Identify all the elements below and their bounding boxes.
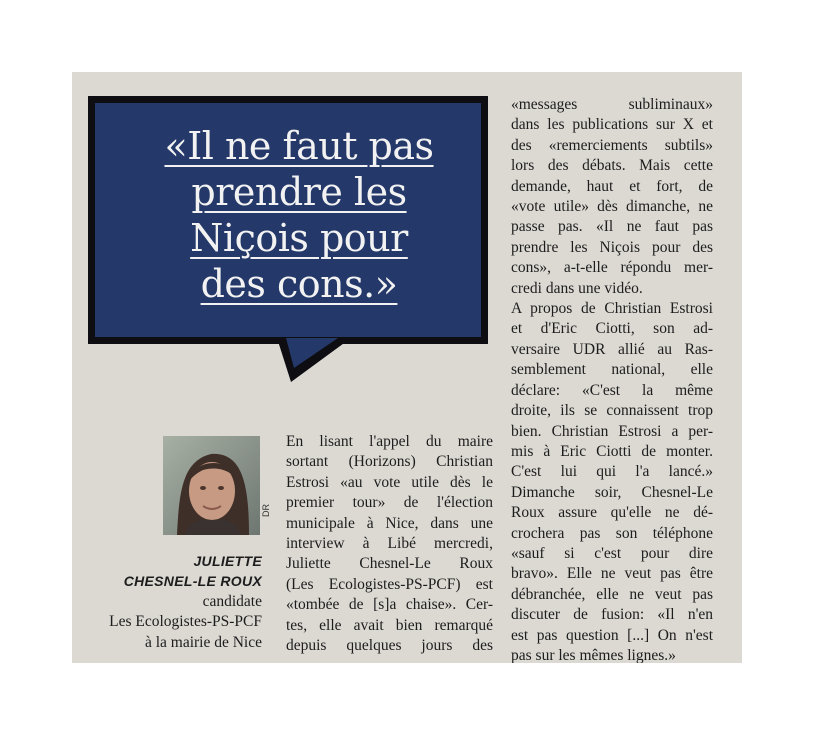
article-line: semblement national, elle <box>511 361 713 379</box>
article-line: Roux assure qu'elle ne dé- <box>511 504 713 522</box>
byline-name-first: JULIETTE <box>193 553 262 569</box>
article-line: interview à Libé mercredi, <box>286 535 493 553</box>
article-line: débranchée, elle ne veut pas <box>511 585 713 603</box>
byline-name-last: CHESNEL-LE ROUX <box>123 573 262 590</box>
article-line: dans les publications sur X et <box>511 116 713 134</box>
photo-credit: DR <box>261 504 271 517</box>
article-line: des «remerciements subtils» <box>511 136 713 154</box>
article-line: bien. Christian Estrosi a per- <box>511 422 713 440</box>
portrait-photo <box>163 436 260 535</box>
article-line: «vote utile» dès dimanche, ne <box>511 198 713 216</box>
byline-role: candidate <box>202 592 262 610</box>
article-line: «sauf si c'est pour dire <box>511 544 713 562</box>
pull-quote <box>129 123 469 307</box>
article-line: demande, haut et fort, de <box>511 177 713 195</box>
portrait-photo-image <box>163 436 260 535</box>
article-line: A propos de Christian Estrosi <box>511 300 713 318</box>
article-line: sortant (Horizons) Christian <box>286 453 493 471</box>
article-line: déclare: «C'est la même <box>511 381 713 399</box>
article-line: prendre les Niçois pour des <box>511 238 713 256</box>
article-line: tes, elle avait bien remarqué <box>286 616 493 634</box>
article-line: Estrosi «au vote utile dès le <box>286 473 493 491</box>
pull-quote-line: prendre les <box>191 170 407 214</box>
article-line: passe pas. «Il ne faut pas <box>511 218 713 236</box>
byline <box>72 551 262 653</box>
article-line: est pas question [...] On n'est <box>511 626 713 644</box>
article-line: «tombée de [s]a chaise». Cer- <box>286 596 493 614</box>
article-line: Juliette Chesnel-Le Roux <box>286 555 493 573</box>
article-line: cons», a-t-elle répondu mer- <box>511 259 713 277</box>
article-line: mis à Eric Ciotti de monter. <box>511 442 713 460</box>
pull-quote-line: Niçois pour <box>190 216 408 260</box>
article-line: Dimanche soir, Chesnel-Le <box>511 483 713 501</box>
speech-bubble-tail-fill <box>286 338 338 368</box>
article-line: depuis quelques jours des <box>286 637 493 655</box>
article-line: (Les Ecologistes-PS-PCF) est <box>286 575 493 593</box>
pull-quote-line: «Il ne faut pas <box>164 124 434 168</box>
article-line: pas sur les mêmes lignes.» <box>511 646 676 663</box>
article-line: crochera pas son téléphone <box>511 524 713 542</box>
quote-speech-bubble <box>88 96 488 344</box>
article-line: et d'Eric Ciotti, son ad- <box>511 320 713 338</box>
article-line: credi dans une vidéo. <box>511 279 643 297</box>
article-line: «messages subliminaux» <box>511 96 713 113</box>
byline-target: à la mairie de Nice <box>144 633 262 651</box>
article-line: lors des débats. Mais cette <box>511 157 713 175</box>
article-line: C'est lui qui l'a lancé.» <box>511 463 713 481</box>
byline-party: Les Ecologistes-PS-PCF <box>109 613 262 631</box>
newspaper-clipping <box>72 72 742 663</box>
article-line: municipale à Nice, dans une <box>286 514 493 532</box>
article-line: versaire UDR allié au Ras- <box>511 340 713 358</box>
article-line: premier tour» de l'élection <box>286 494 493 512</box>
article-line: discuter de fusion: «Il n'en <box>511 606 713 624</box>
pull-quote-line: des cons.» <box>200 262 398 306</box>
article-line: En lisant l'appel du maire <box>286 433 493 450</box>
article-line: bravo». Elle ne veut pas être <box>511 565 713 583</box>
article-column-right <box>511 95 713 663</box>
article-column-middle <box>286 432 493 656</box>
article-line: droite, ils se connaissent trop <box>511 402 713 420</box>
